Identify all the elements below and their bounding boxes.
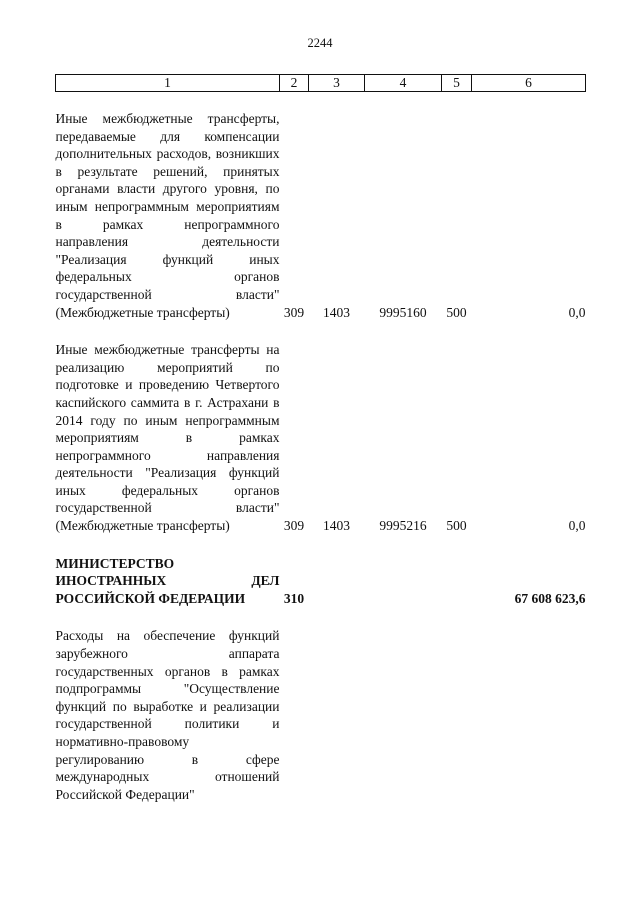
- table-row: [56, 341, 586, 535]
- ministry-total-amount: 67 608 623,6: [514, 590, 586, 606]
- row-type-code: 500: [446, 304, 467, 320]
- row-ministry-code: 309: [283, 304, 305, 320]
- column-header-4: 4: [365, 75, 442, 92]
- row-amount: 0,0: [568, 304, 586, 320]
- row-amount: 0,0: [568, 518, 586, 534]
- row-ministry-code: [280, 627, 309, 803]
- row-amount: [472, 627, 586, 803]
- row-description: Иные межбюджетные трансферты, передаваемые для компенсации дополнительных расходов, возникших в результате решений, принятых органами власти другого уровня, по иным непрограммным мероприятиям в рамках непрограммного направления деятельности "Реализация функций иных федеральных органов государственной власти" (Межбюджетные трансферты): [55, 111, 280, 320]
- row-target-code: [365, 627, 442, 803]
- table-header-row: [56, 75, 586, 92]
- table-row-ministry: [56, 555, 586, 608]
- row-type-code: [442, 627, 472, 803]
- row-ministry-code: 310: [283, 590, 305, 606]
- row-section-code: 1403: [323, 518, 350, 534]
- table-row: [56, 627, 586, 803]
- column-header-2: 2: [280, 75, 309, 92]
- row-target-code: [365, 555, 442, 608]
- row-description: Расходы на обеспечение функций зарубежного аппарата государственных органов в рамках подпрограммы "Осуществление функций по выработке и реализации государственной политики и нормативно-правовому регулированию в сфере международных отношений Российской Федерации": [55, 628, 280, 802]
- row-target-code: 9995216: [379, 518, 427, 534]
- row-type-code: 500: [446, 518, 467, 534]
- row-description: Иные межбюджетные трансферты на реализацию мероприятий по подготовке и проведению Четвертого каспийского саммита в г. Астрахани в 2014 году по иным непрограммным мероприятиям в рамках непрограммного направления деятельности "Реализация функций иных федеральных органов государственной власти" (Межбюджетные трансферты): [55, 342, 280, 534]
- table-row: [56, 92, 586, 322]
- column-header-3: 3: [309, 75, 365, 92]
- row-section-code: [309, 555, 365, 608]
- column-header-5: 5: [442, 75, 472, 92]
- row-type-code: [442, 555, 472, 608]
- column-header-1: 1: [56, 75, 280, 92]
- row-section-code: 1403: [323, 304, 350, 320]
- page-number: 2244: [307, 36, 333, 50]
- row-section-code: [309, 627, 365, 803]
- column-header-6: 6: [472, 75, 586, 92]
- ministry-name: МИНИСТЕРСТВО ИНОСТРАННЫХ ДЕЛ РОССИЙСКОЙ ФЕДЕРАЦИИ: [55, 555, 280, 606]
- row-target-code: 9995160: [379, 304, 427, 320]
- row-ministry-code: 309: [283, 518, 305, 534]
- budget-table: [55, 74, 586, 803]
